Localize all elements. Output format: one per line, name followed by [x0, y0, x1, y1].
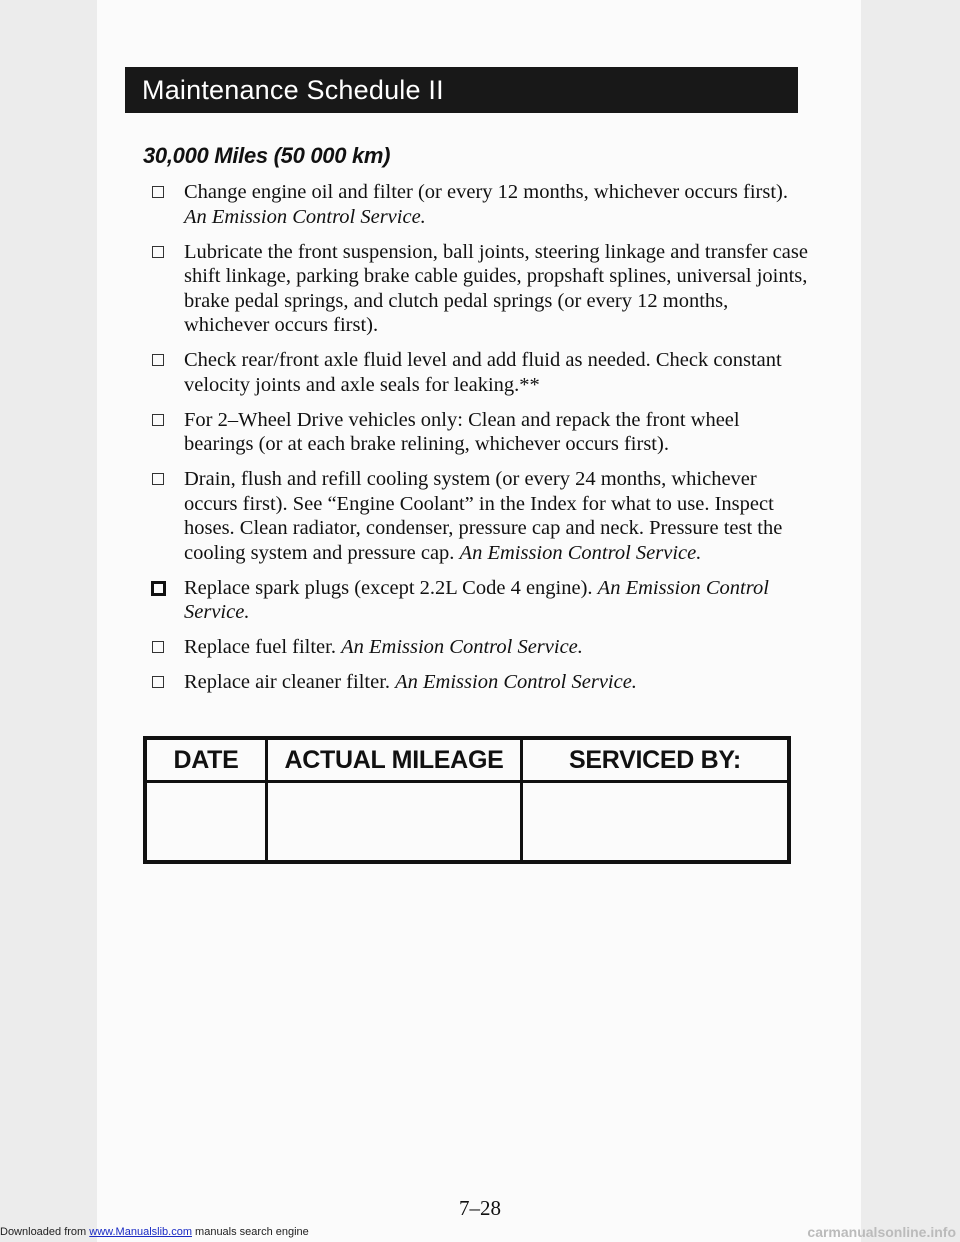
- checklist-item-fuel-filter: Replace fuel filter. An Emission Control Service.: [150, 635, 810, 660]
- service-record-table: [143, 736, 791, 864]
- checkbox-icon[interactable]: [152, 354, 164, 366]
- header-serviced-by: SERVICED BY:: [522, 738, 790, 782]
- section-banner: [125, 67, 798, 113]
- checklist-item-cooling: Drain, flush and refill cooling system (or every 24 months, whichever occurs first). See “Engine Coolant” in the Index for what to use. Inspect hoses. Clean radiator, condenser, pressure cap and neck. Pressure test the cooling system and pressure cap. An Emission Control Service.: [150, 467, 810, 565]
- header-date: DATE: [145, 738, 267, 782]
- checkbox-icon[interactable]: [152, 186, 164, 198]
- checkbox-icon[interactable]: [151, 581, 166, 596]
- checkbox-icon[interactable]: [152, 676, 164, 688]
- interval-heading: 30,000 Miles (50 000 km): [143, 143, 391, 168]
- checklist-item-spark-plugs: Replace spark plugs (except 2.2L Code 4 engine). An Emission Control Service.: [150, 576, 810, 625]
- date-cell[interactable]: [145, 782, 267, 863]
- checkbox-icon[interactable]: [152, 473, 164, 485]
- checklist-item-air-filter: Replace air cleaner filter. An Emission Control Service.: [150, 670, 810, 695]
- checklist-item-lubricate: Lubricate the front suspension, ball joints, steering linkage and transfer case shift linkage, parking brake cable guides, propshaft splines, universal joints, brake pedal springs, and clutch pedal springs (or every 12 months, whichever occurs first).: [150, 240, 810, 338]
- header-actual-mileage: ACTUAL MILEAGE: [267, 738, 522, 782]
- download-footer: Downloaded from www.Manualslib.com manuals search engine: [0, 1226, 309, 1238]
- table-row: [145, 782, 789, 863]
- serviced-by-cell[interactable]: [522, 782, 790, 863]
- maintenance-checklist: [150, 180, 810, 705]
- banner-title: Maintenance Schedule II: [142, 75, 444, 105]
- checkbox-icon[interactable]: [152, 246, 164, 258]
- table-header-row: [145, 738, 789, 782]
- checkbox-icon[interactable]: [152, 414, 164, 426]
- page-margin-right: [861, 0, 960, 1242]
- checklist-item-axle: Check rear/front axle fluid level and add fluid as needed. Check constant velocity joints and axle seals for leaking.**: [150, 348, 810, 397]
- checkbox-icon[interactable]: [152, 641, 164, 653]
- checklist-item-oil: Change engine oil and filter (or every 12 months, whichever occurs first). An Emission Control Service.: [150, 180, 810, 229]
- checklist-item-wheel-bearings: For 2–Wheel Drive vehicles only: Clean and repack the front wheel bearings (or at each brake relining, whichever occurs first).: [150, 408, 810, 457]
- page-number: 7–28: [459, 1196, 501, 1220]
- manualslib-link[interactable]: www.Manualslib.com: [89, 1226, 192, 1238]
- mileage-cell[interactable]: [267, 782, 522, 863]
- page-margin-left: [0, 0, 97, 1242]
- watermark-text: carmanualsonline.info: [807, 1224, 956, 1240]
